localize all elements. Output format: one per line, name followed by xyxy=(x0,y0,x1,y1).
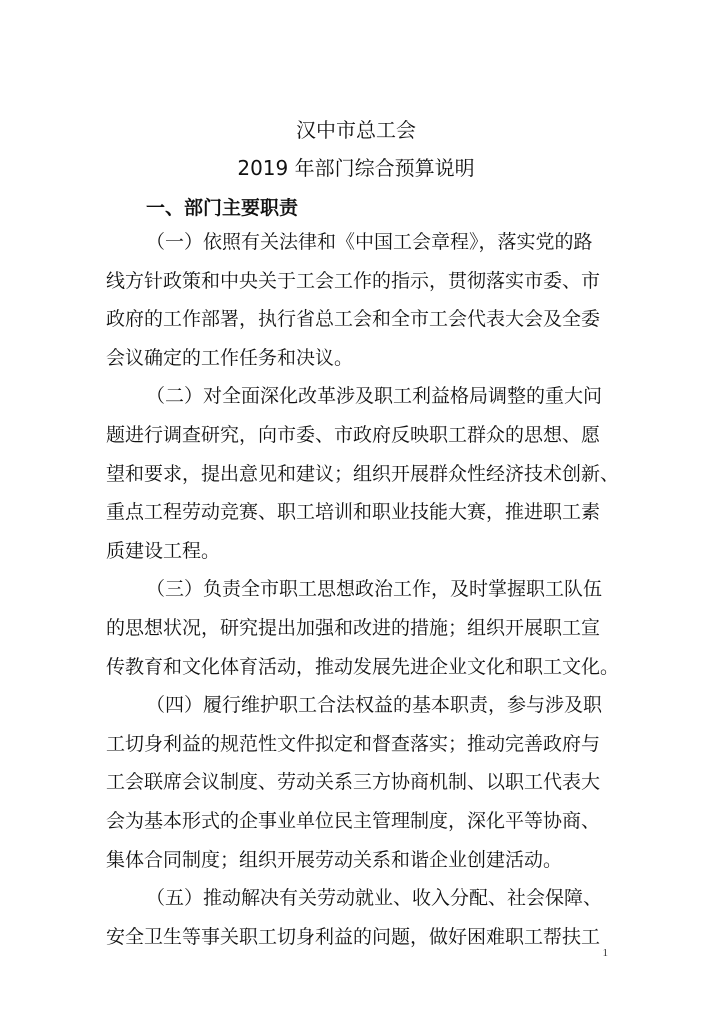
paragraph-line: 会议确定的工作任务和决议。 xyxy=(106,346,354,369)
paragraph-line: 集体合同制度；组织开展劳动关系和谐企业创建活动。 xyxy=(106,848,563,871)
document-title: 汉中市总工会 xyxy=(296,118,416,142)
document-body xyxy=(106,223,624,956)
paragraph-line: 望和要求，提出意见和建议；组织开展群众性经济技术创新、 xyxy=(106,462,620,485)
paragraph-line: （三）负责全市职工思想政治工作，及时掌握职工队伍 xyxy=(146,578,603,601)
paragraph-line: （四）履行维护职工合法权益的基本职责，参与涉及职 xyxy=(146,694,603,717)
document-subtitle: 2019 年部门综合预算说明 xyxy=(237,156,475,180)
paragraph-line: （一）依照有关法律和《中国工会章程》，落实党的路 xyxy=(146,231,593,253)
paragraph-line: 工切身利益的规范性文件拟定和督查落实；推动完善政府与 xyxy=(106,732,601,755)
paragraph-line: 会为基本形式的企事业单位民主管理制度，深化平等协商、 xyxy=(106,809,601,832)
paragraph-line: 质建设工程。 xyxy=(106,539,221,562)
paragraph-line: 工会联席会议制度、劳动关系三方协商机制、以职工代表大 xyxy=(106,771,601,794)
paragraph-line: 题进行调查研究，向市委、市政府反映职工群众的思想、愿 xyxy=(106,423,601,446)
paragraph-line: （二）对全面深化改革涉及职工利益格局调整的重大问 xyxy=(146,385,603,408)
page-number: 1 xyxy=(602,947,608,959)
paragraph-line: 重点工程劳动竞赛、职工培训和职业技能大赛，推进职工素 xyxy=(106,501,601,524)
paragraph-line: 传教育和文化体育活动，推动发展先进企业文化和职工文化。 xyxy=(106,655,620,678)
section-heading: 一、部门主要职责 xyxy=(146,197,299,219)
paragraph-line: 政府的工作部署，执行省总工会和全市工会代表大会及全委 xyxy=(106,308,601,331)
paragraph-line: （五）推动解决有关劳动就业、收入分配、社会保障、 xyxy=(146,887,603,910)
paragraph-line: 的思想状况，研究提出加强和改进的措施；组织开展职工宣 xyxy=(106,616,601,639)
paragraph-line: 线方针政策和中央关于工会工作的指示，贯彻落实市委、市 xyxy=(106,269,601,292)
paragraph-line: 安全卫生等事关职工切身利益的问题，做好困难职工帮扶工 xyxy=(106,925,601,948)
